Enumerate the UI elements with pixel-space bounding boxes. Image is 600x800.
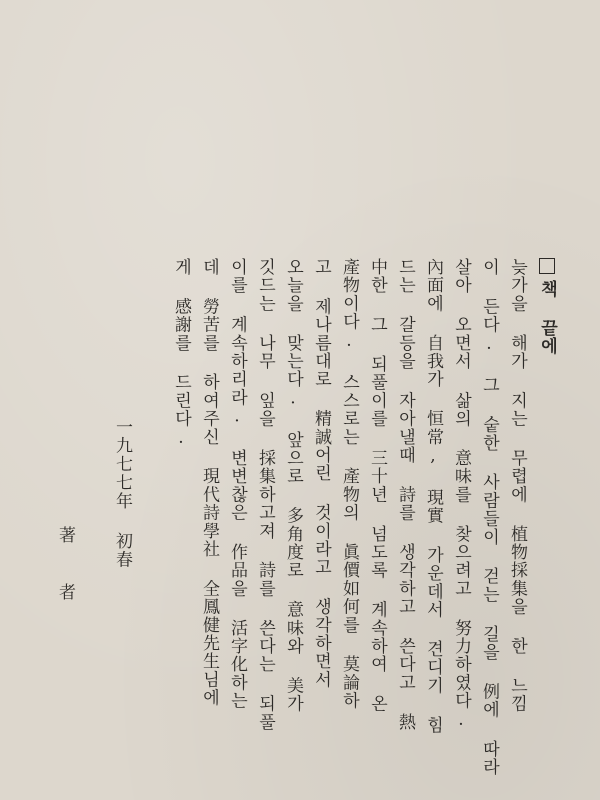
body-column: 깃드는 나무 잎을 採集하고져 詩를 쓴다는 되풀 bbox=[255, 258, 275, 731]
body-column: 데 勞苦를 하여주신 現代詩學社 全鳳健先生님에 bbox=[199, 258, 219, 707]
square-bullet-icon bbox=[539, 258, 555, 274]
heading-text: 책 끝에 bbox=[537, 280, 557, 355]
body-column: 中한 그 되풀이를 三十년 넘도록 계속하여 온 bbox=[367, 258, 387, 713]
date-line: 一九七七年 初春 bbox=[112, 418, 132, 569]
body-column: 늦가을 해가 지는 무렵에 植物採集을 한 느낌 bbox=[507, 258, 527, 713]
body-column: 內面에 自我가 恒常, 現實 가운데서 견디기 힘 bbox=[423, 258, 443, 734]
body-column: 고 제나름대로 精誠어린 것이라고 생각하면서 bbox=[311, 258, 331, 689]
body-column: 이 든다. 그 숱한 사람들이 걷는 길을 例에 따라 bbox=[479, 258, 499, 777]
body-column: 살아 오면서 삶의 意味를 찾으려고 努力하였다. bbox=[451, 258, 471, 731]
body-column: 產物이다. 스스로는 產物의 眞價如何를 莫論하 bbox=[339, 258, 359, 710]
section-heading bbox=[538, 258, 555, 355]
body-column: 드는 갈등을 자아낼때 詩를 생각하고 쓴다고 熱 bbox=[395, 258, 415, 731]
body-column: 오늘을 맞는다. 앞으로 多角度로 意味와 美가 bbox=[283, 258, 303, 713]
body-column: 게 感謝를 드린다. bbox=[171, 258, 191, 449]
author-signature: 著者 bbox=[55, 526, 75, 640]
body-column: 이를 계속하리라. 변변찮은 作品을 活字化하는 bbox=[227, 258, 247, 710]
